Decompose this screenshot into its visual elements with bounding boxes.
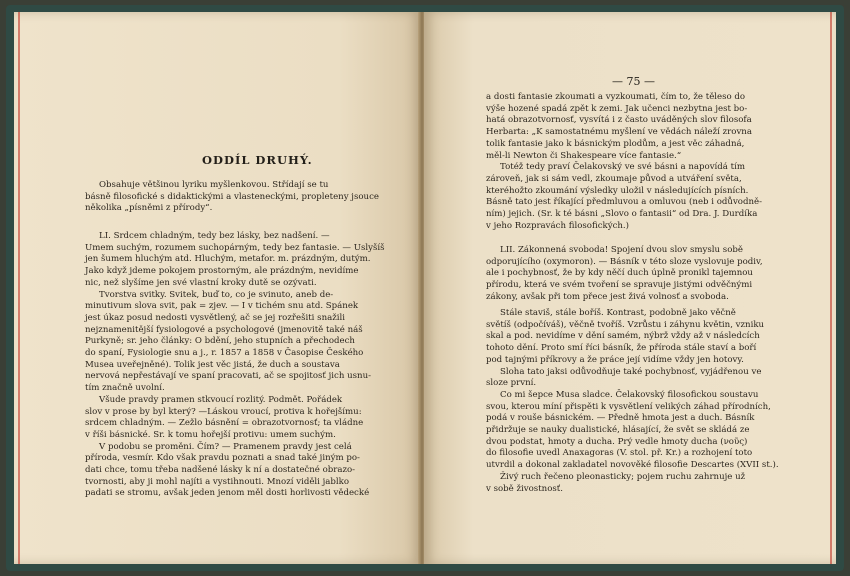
text-line: LII. Zákonnená svoboda! Spojení dvou slov smyslu sobě bbox=[500, 245, 743, 255]
text-line: Musea uveřejněné). Tolik jest věc jistá, že duch a soustava bbox=[85, 359, 340, 370]
text-line: dati chce, tomu třeba nadšené lásky k ní a dostatečné obrazo- bbox=[85, 465, 356, 476]
text-line: ním) jejich. (Sr. k té básni „Slovo o fantasii“ od Dra. J. Durdíka bbox=[486, 209, 758, 220]
section-heading: ODDÍL DRUHÝ. bbox=[202, 153, 313, 167]
text-line: Totéž tedy praví Čelakovský ve své básni a napovídá tím bbox=[500, 162, 746, 173]
page-number: — 75 — bbox=[612, 75, 655, 88]
text-line: utvrdil a dokonal zakladatel novověké filosofie Descartes (XVII st.). bbox=[486, 460, 779, 471]
right-paragraph-1 bbox=[486, 92, 786, 232]
text-line: ale i pochybnosť, že by kdy něčí duch úplně pronikl tajemnou bbox=[486, 268, 753, 279]
right-paragraph-2 bbox=[486, 245, 786, 304]
text-line: zákony, avšak při tom přece jest živá volnosť a svoboda. bbox=[486, 291, 729, 302]
text-line: v jeho Rozpravách filosofických.) bbox=[486, 220, 630, 231]
text-line: nervová nepřestávají ve spaní pracovati, ač se spojitosť jich usnu- bbox=[85, 371, 372, 382]
left-intro-paragraph bbox=[85, 180, 391, 215]
text-line: srdcem chladným. — Zežlo básnění = obrazotvornosť; ta vládne bbox=[85, 418, 364, 429]
text-line: výše hozené spadá zpět k zemi. Jak učenci nezbytna jest bo- bbox=[486, 103, 748, 114]
text-line: Obsahuje většinou lyriku myšlenkovou. Střídají se tu bbox=[99, 180, 329, 190]
text-line: tím značně uvolní. bbox=[85, 383, 165, 394]
text-line: přírodu, která ve svém tvoření se spravuje jistými odvěčnými bbox=[486, 280, 753, 291]
text-line: Umem suchým, rozumem suchopárným, tedy bez fantasie. — Uslyšíš bbox=[85, 242, 385, 253]
text-line: v říši básnické. Sr. k tomu hořejší protivu: umem suchým. bbox=[85, 429, 336, 440]
text-line: Purkyně; sr. jeho články: O bdění, jeho stupních a přechodech bbox=[85, 336, 355, 347]
text-line: tohoto dění. Proto smí říci básník, že příroda stále staví a boří bbox=[486, 343, 757, 354]
text-line: minutivum slova svit, pak = zjev. — I v tichém snu atd. Spánek bbox=[85, 301, 359, 312]
text-line: Co mi šepce Musa sladce. Čelakovský filosofickou soustavu bbox=[500, 389, 759, 400]
text-line: do spaní, Fysiologie snu a j., r. 1857 a 1858 v Časopise Českého bbox=[85, 348, 364, 359]
text-line: světíš (odpočíváš), věčně tvoříš. Vzrůstu i záhynu květin, vzniku bbox=[486, 319, 765, 330]
text-line: Stále staviš, stále boříš. Kontrast, podobně jako věčně bbox=[500, 308, 736, 318]
text-line: Herbarta: „K samostatnému myšlení ve vědách náleží zrovna bbox=[486, 127, 752, 138]
text-line: podá v rouše básnickém. — Předně hmota jest a duch. Básník bbox=[486, 413, 755, 424]
text-line: jen šumem hluchým atd. Hluchým, metafor. m. prázdným, dutým. bbox=[85, 254, 371, 265]
open-book bbox=[14, 12, 836, 564]
text-line: příroda, vesmír. Kdo však pravdu poznati a snad také jiným po- bbox=[85, 453, 360, 464]
text-line: sloze první. bbox=[486, 378, 537, 389]
text-line: odporujícího (oxymoron). — Básník v této sloze vyslovuje podiv, bbox=[486, 256, 763, 267]
text-line: Básně tato jest říkající předmluvou a omluvou (neb i odůvodně- bbox=[486, 197, 763, 208]
text-line: jest úkaz posud nedosti vysvětlený, ač se jej rozřešiti snažili bbox=[85, 312, 346, 323]
text-line: svou, kterou míní přispěti k vysvětlení velikých záhad přírodních, bbox=[486, 401, 771, 412]
text-line: Všude pravdy pramen stkvoucí rozlitý. Podmět. Pořádek bbox=[99, 394, 343, 405]
text-line: LI. Srdcem chladným, tedy bez lásky, bez nadšení. — bbox=[99, 231, 330, 241]
text-line: V podobu se proměni. Čím? — Pramenem pravdy jest celá bbox=[99, 441, 352, 452]
text-line: několika „písněmi z přírody“. bbox=[85, 203, 213, 214]
text-line: Jako když jdeme pokojem prostorným, ale prázdným, nevidíme bbox=[85, 266, 359, 277]
text-line: Sloha tato jaksi odůvodňuje také pochybnosť, vyjádřenou ve bbox=[500, 366, 762, 377]
text-line: slov v prose by byl který? —Láskou vroucí, protiva k hořejšímu: bbox=[85, 406, 362, 417]
text-line: nejznamenitější fysiologové a psychologové (jmenovitě také náš bbox=[85, 324, 363, 335]
text-line: padati se stromu, avšak jeden jenom měl dosti horlivosti vědecké bbox=[85, 488, 370, 499]
text-line: a dosti fantasie zkoumati a vyzkoumati, čím to, že těleso do bbox=[486, 92, 746, 102]
text-line: tvornosti, aby ji mohl najíti a vystihnouti. Mnozí viděli jablko bbox=[85, 476, 350, 487]
text-line: básně filosofické s didaktickými a vlasteneckými, propleteny jsouce bbox=[85, 191, 379, 202]
text-line: tolik fantasie jako k básnickým plodům, a jest věc záhadná, bbox=[486, 138, 745, 149]
text-line: měl-li Newton či Shakespeare více fantasie.“ bbox=[486, 150, 682, 161]
text-line: pod tajnými příkrovy a že práce její vidíme vždy jen hotovy. bbox=[486, 354, 744, 365]
left-commentary-block bbox=[85, 231, 391, 500]
right-paragraph-3 bbox=[486, 308, 786, 495]
text-line: kteréhožto zkoumání výsledky uložil v následujících písních. bbox=[486, 185, 749, 196]
text-line: do filosofie uvedl Anaxagoras (V. stol. př. Kr.) a rozhojení toto bbox=[486, 448, 753, 459]
text-line: hatá obrazotvornosť, vysvítá i z často uváděných slov filosofa bbox=[486, 115, 752, 126]
text-line: Živý ruch řečeno pleonasticky; pojem ruchu zahrnuje už bbox=[500, 471, 746, 482]
page-edge-left bbox=[18, 12, 20, 564]
text-line: v sobě živostnosť. bbox=[486, 483, 563, 494]
text-line: dvou podstat, hmoty a ducha. Prý vedle hmoty ducha (νοῦς) bbox=[486, 436, 748, 447]
text-line: nic, než slyšíme jen své vlastní kroky dutě se ozývati. bbox=[85, 277, 317, 288]
text-line: přidržuje se nauky dualistické, hlásající, že svět se skládá ze bbox=[486, 425, 750, 436]
page-edge-right bbox=[830, 12, 832, 564]
text-line: skal a pod. nevidíme v dění samém, nýbrž vždy až v následcích bbox=[486, 331, 760, 342]
text-line: Tvorstva svitky. Svitek, buď to, co je svinuto, aneb de- bbox=[99, 289, 334, 300]
text-line: zároveň, jak si sám vedl, zkoumaje původ a utváření světa, bbox=[486, 173, 742, 184]
